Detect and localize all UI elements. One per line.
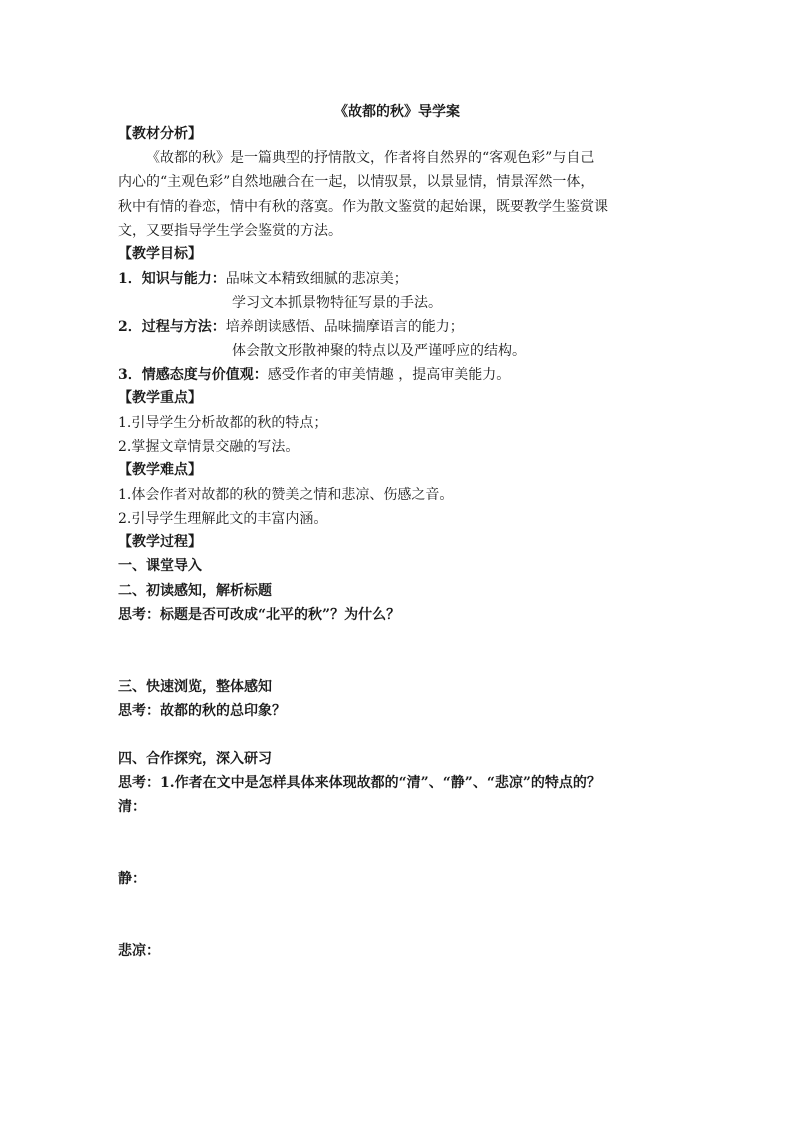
material-analysis-line-2: 内心的“主观色彩”自然地融合在一起，以情驭景，以景显情，情景浑然一体， — [118, 174, 595, 190]
goal-2-text-2: 体会散文形散神聚的特点以及严谨呼应的结构。 — [232, 343, 526, 359]
goal-2-text: 培养朗读感悟、品味揣摩语言的能力； — [225, 319, 464, 335]
question-1: 思考：标题是否可改成“北平的秋”？为什么？ — [118, 607, 401, 623]
heading-teaching-process: 【教学过程】 — [118, 534, 202, 550]
goal-3-text: 感受作者的审美情趣 ，提高审美能力。 — [267, 367, 511, 383]
question-2: 思考：故都的秋的总印象？ — [118, 703, 286, 719]
page-title: 《故都的秋》导学案 — [334, 104, 460, 120]
goal-1-text: 品味文本精致细腻的悲凉美； — [225, 271, 408, 287]
difficulty-2: 2.引导学生理解此文的丰富内涵。 — [118, 511, 328, 527]
answer-clear-label: 清： — [118, 799, 146, 815]
goal-3-label: 3．情感态度与价值观： — [118, 367, 268, 383]
goal-1-label: 1．知识与能力： — [118, 271, 226, 287]
heading-material-analysis: 【教材分析】 — [118, 126, 202, 142]
goal-3 — [118, 365, 510, 385]
process-step-1: 一、课堂导入 — [118, 558, 202, 574]
difficulty-1: 1.体会作者对故都的秋的赞美之情和悲凉、伤感之音。 — [118, 487, 454, 503]
answer-sorrow-label: 悲凉： — [118, 943, 160, 959]
key-point-1: 1.引导学生分析故都的秋的特点； — [118, 415, 328, 431]
material-analysis-line-3: 秋中有情的眷恋，情中有秋的落寞。作为散文鉴赏的起始课，既要教学生鉴赏课 — [118, 199, 608, 215]
goal-1-text-2: 学习文本抓景物特征写景的手法。 — [232, 295, 442, 311]
material-analysis-line-4: 文，又要指导学生学会鉴赏的方法。 — [118, 223, 342, 239]
heading-teaching-goals: 【教学目标】 — [118, 246, 202, 262]
heading-difficulties: 【教学难点】 — [118, 462, 202, 478]
heading-key-points: 【教学重点】 — [118, 390, 202, 406]
goal-2 — [118, 317, 464, 337]
goal-1 — [118, 269, 408, 289]
goal-2-label: 2．过程与方法： — [118, 319, 226, 335]
material-analysis-line-1: 《故都的秋》是一篇典型的抒情散文，作者将自然界的“客观色彩”与自己 — [146, 150, 595, 166]
question-3: 思考：1.作者在文中是怎样具体来体现故都的“清”、“静”、“悲凉”的特点的？ — [118, 775, 601, 791]
key-point-2: 2.掌握文章情景交融的写法。 — [118, 439, 300, 455]
process-step-4: 四、合作探究，深入研习 — [118, 751, 272, 767]
process-step-2: 二、初读感知，解析标题 — [118, 583, 272, 599]
answer-quiet-label: 静： — [118, 871, 146, 887]
process-step-3: 三、快速浏览，整体感知 — [118, 679, 272, 695]
